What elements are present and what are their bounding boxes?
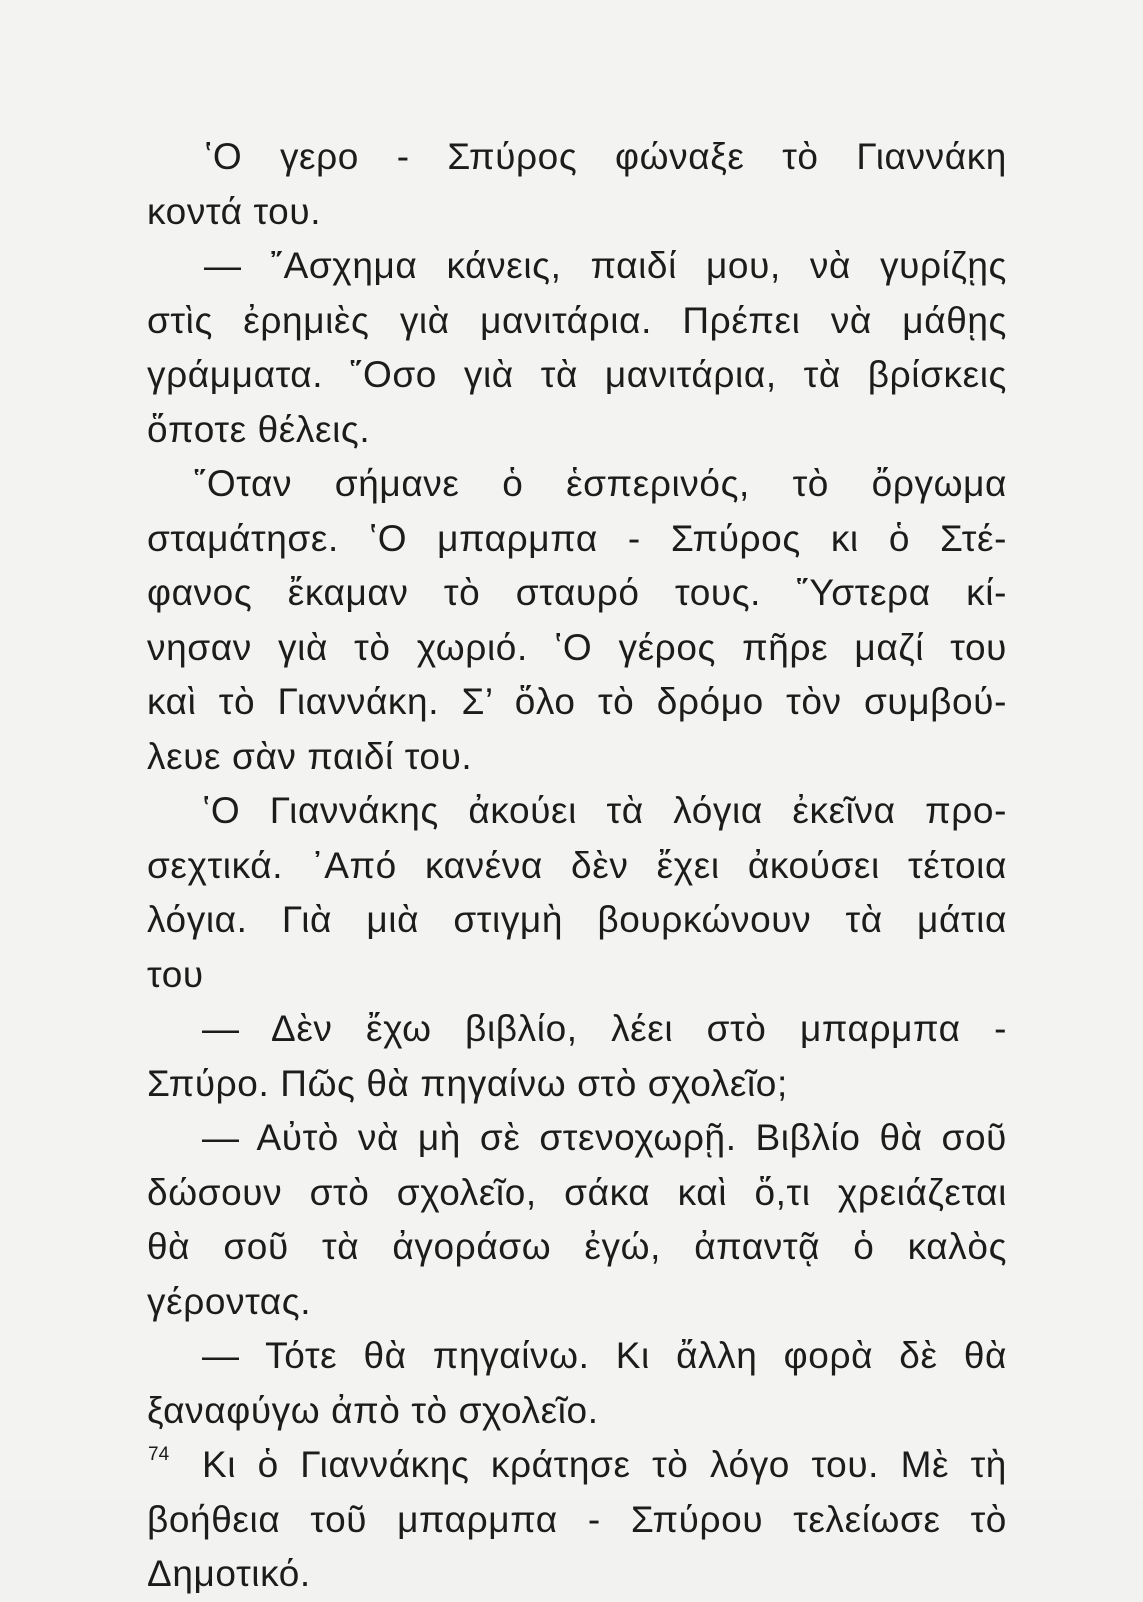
text-line: δώσουν στὸ σχολεῖο, σάκα καὶ ὅ,τι χρειάζεται bbox=[147, 1171, 1007, 1213]
text-line: σεχτικά. ᾿Από κανένα δὲν ἔχει ἀκούσει τέτοια bbox=[147, 844, 1007, 886]
text-line: λόγια. Γιὰ μιὰ στιγμὴ βουρκώνουν τὰ μάτια bbox=[147, 899, 1007, 940]
text-line: ʽΟ γερο - Σπύρος φώναξε τὸ Γιαννάκη bbox=[204, 136, 1007, 177]
page-number: 74 bbox=[148, 1444, 170, 1465]
text-line: γράμματα. ῞Οσο γιὰ τὰ μανιτάρια, τὰ βρίσκεις bbox=[147, 354, 1007, 395]
text-line: σταμάτησε. ʽΟ μπαρμπα - Σπύρος κι ὁ Στέ- bbox=[147, 517, 1007, 559]
text-line: φανος ἔκαμαν τὸ σταυρό τους. ῞Υστερα κί- bbox=[147, 572, 1007, 613]
text-line: καὶ τὸ Γιαννάκη. Σ’ ὅλο τὸ δρόμο τὸν συμβού- bbox=[147, 681, 1007, 722]
text-line: βοήθεια τοῦ μπαρμπα - Σπύρου τελείωσε τὸ bbox=[147, 1498, 1007, 1540]
text-line: — Αὐτὸ νὰ μὴ σὲ στενοχωρῇ. Βιβλίο θὰ σοῦ bbox=[202, 1117, 1007, 1158]
text-line: — Τότε θὰ πηγαίνω. Κι ἄλλη φορὰ δὲ θὰ bbox=[202, 1335, 1007, 1376]
body-text bbox=[147, 130, 1007, 1602]
text-line: ῞Οταν σήμανε ὁ ἑσπερινός, τὸ ὄργωμα bbox=[194, 463, 1007, 504]
text-line: ὅποτε θέλεις. bbox=[147, 408, 371, 450]
text-line: ξαναφύγω ἀπὸ τὸ σχολεῖο. bbox=[147, 1389, 599, 1431]
text-line: νησαν γιὰ τὸ χωριό. ʽΟ γέρος πῆρε μαζί του bbox=[147, 626, 1007, 668]
text-line: ʽΟ Γιαννάκης ἀκούει τὰ λόγια ἐκεῖνα προ- bbox=[202, 790, 1007, 831]
text-line: λευε σὰν παιδί του. bbox=[147, 735, 473, 777]
text-line: κοντά του. bbox=[147, 190, 322, 232]
text-line: στὶς ἐρημιὲς γιὰ μανιτάρια. Πρέπει νὰ μάθῃς bbox=[147, 299, 1007, 341]
text-line: — Δὲν ἔχω βιβλίο, λέει στὸ μπαρμπα - bbox=[202, 1008, 1007, 1049]
text-line: Σπύρο. Πῶς θὰ πηγαίνω στὸ σχολεῖο; bbox=[147, 1062, 788, 1104]
text-line: θὰ σοῦ τὰ ἀγοράσω ἐγώ, ἀπαντᾷ ὁ καλὸς bbox=[147, 1226, 1007, 1267]
text-line: Δημοτικό. bbox=[147, 1553, 311, 1594]
text-line: — ῎Ασχημα κάνεις, παιδί μου, νὰ γυρίζῃς bbox=[204, 245, 1007, 286]
text-line: Κι ὁ Γιαννάκης κράτησε τὸ λόγο του. Μὲ τὴ bbox=[202, 1444, 1007, 1485]
text-line: γέροντας. bbox=[147, 1280, 312, 1322]
text-line: του bbox=[147, 953, 204, 995]
